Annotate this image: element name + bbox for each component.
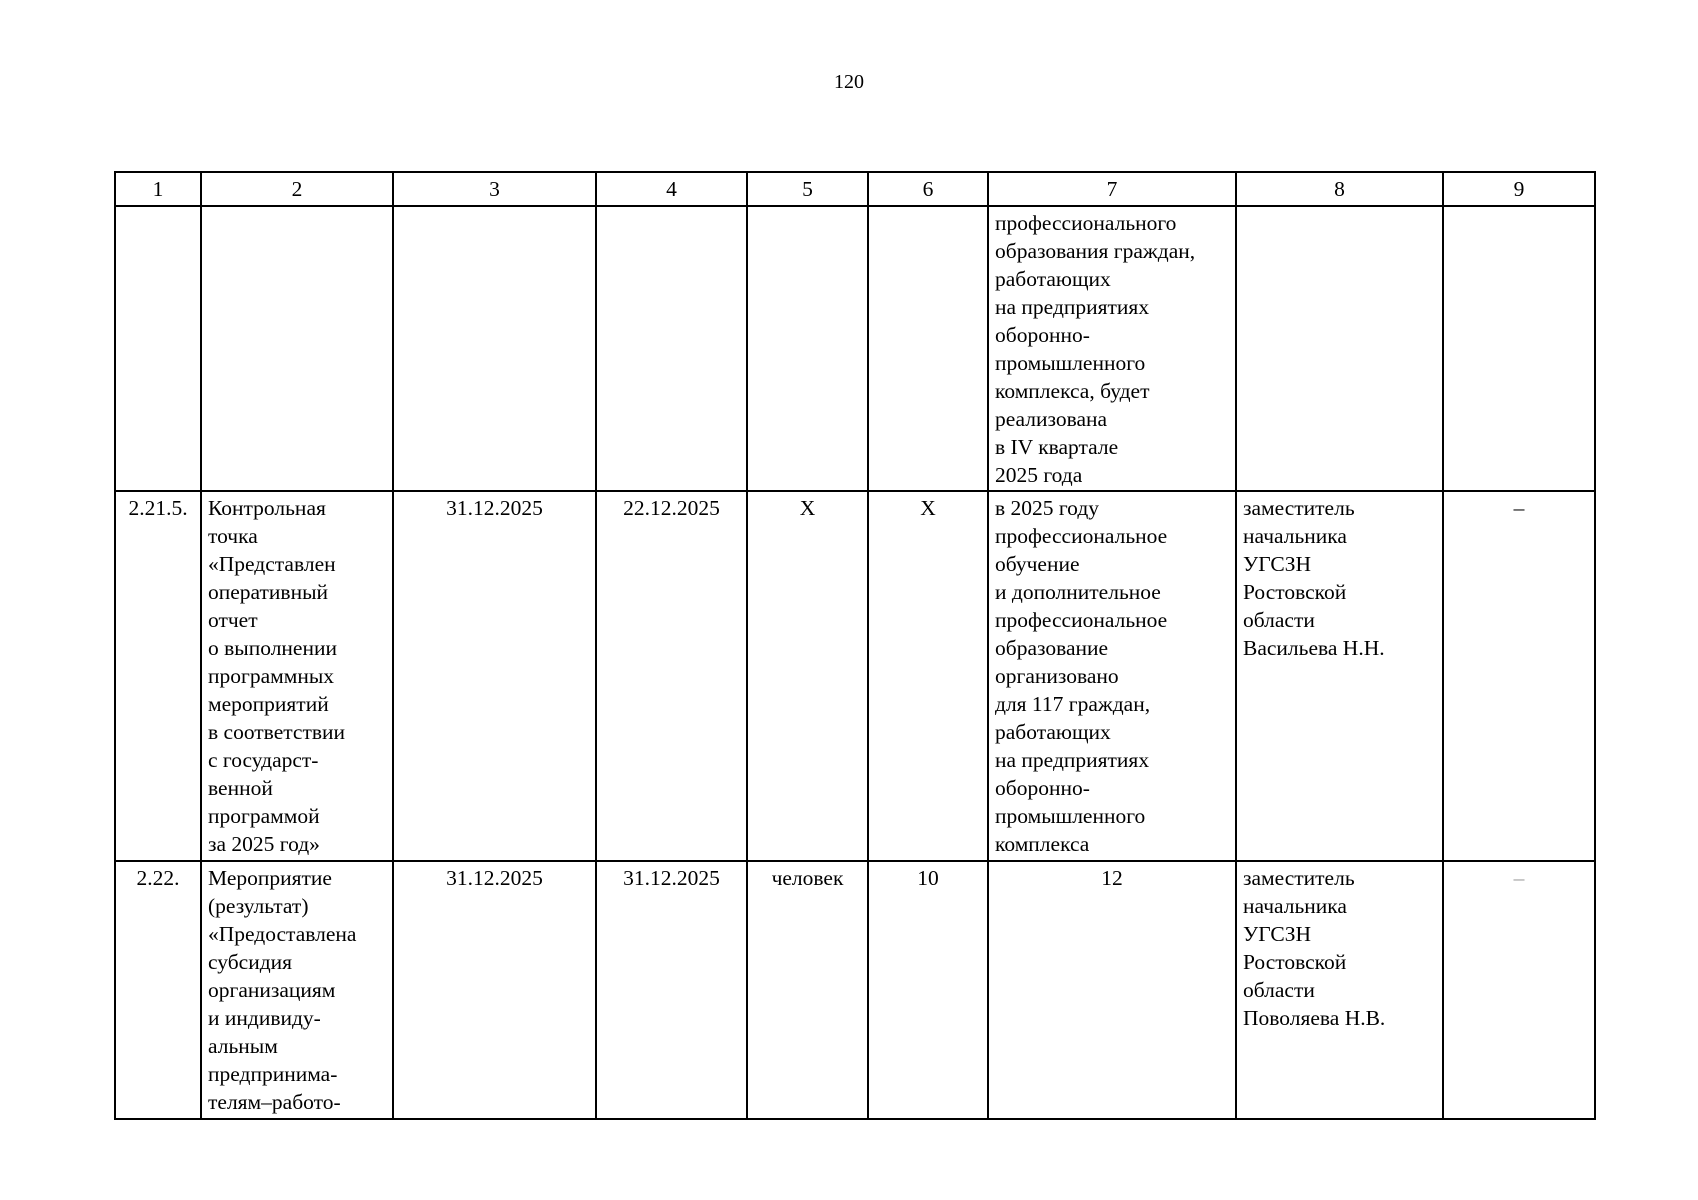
header-cell: 3 <box>393 172 596 206</box>
event-name-cell: Контрольная точка «Представлен оперативный отчет о выполнении программных мероприятий в соответствии с государст- венной программой за 2025 год» <box>201 491 393 861</box>
unit-cell <box>747 206 868 491</box>
plan-value-cell: Х <box>868 491 988 861</box>
event-name-cell: Мероприятие (результат) «Предоставлена субсидия организациям и индивиду- альным предпринима- телям–работо- <box>201 861 393 1119</box>
planned-date-cell: 31.12.2025 <box>393 861 596 1119</box>
header-cell: 9 <box>1443 172 1595 206</box>
actual-date-cell: 22.12.2025 <box>596 491 747 861</box>
unit-cell: человек <box>747 861 868 1119</box>
header-cell: 6 <box>868 172 988 206</box>
event-name-cell <box>201 206 393 491</box>
row-number-cell: 2.21.5. <box>115 491 201 861</box>
row-number-cell: 2.22. <box>115 861 201 1119</box>
table-row <box>115 861 1595 1119</box>
page-number: 120 <box>834 71 864 93</box>
table-row <box>115 491 1595 861</box>
header-cell: 8 <box>1236 172 1443 206</box>
header-cell: 4 <box>596 172 747 206</box>
result-cell: профессионального образования граждан, работающих на предприятиях оборонно- промышленного комплекса, будет реализована в IV квартале 2025 года <box>988 206 1236 491</box>
responsible-cell <box>1236 206 1443 491</box>
table-row <box>115 206 1595 491</box>
responsible-cell: заместитель начальника УГСЗН Ростовской области Васильева Н.Н. <box>1236 491 1443 861</box>
header-cell: 1 <box>115 172 201 206</box>
result-cell: в 2025 году профессиональное обучение и дополнительное профессиональное образование организовано для 117 граждан, работающих на предприятиях оборонно- промышленного комплекса <box>988 491 1236 861</box>
header-cell: 7 <box>988 172 1236 206</box>
result-cell: 12 <box>988 861 1236 1119</box>
actual-date-cell: 31.12.2025 <box>596 861 747 1119</box>
plan-value-cell <box>868 206 988 491</box>
table-header-row <box>115 172 1595 206</box>
responsible-cell: заместитель начальника УГСЗН Ростовской области Поволяева Н.В. <box>1236 861 1443 1119</box>
document-table <box>114 171 1596 1120</box>
plan-value-cell: 10 <box>868 861 988 1119</box>
planned-date-cell <box>393 206 596 491</box>
header-cell: 2 <box>201 172 393 206</box>
planned-date-cell: 31.12.2025 <box>393 491 596 861</box>
note-cell: – <box>1443 861 1595 1119</box>
header-cell: 5 <box>747 172 868 206</box>
note-cell <box>1443 206 1595 491</box>
actual-date-cell <box>596 206 747 491</box>
row-number-cell <box>115 206 201 491</box>
unit-cell: Х <box>747 491 868 861</box>
note-cell: – <box>1443 491 1595 861</box>
